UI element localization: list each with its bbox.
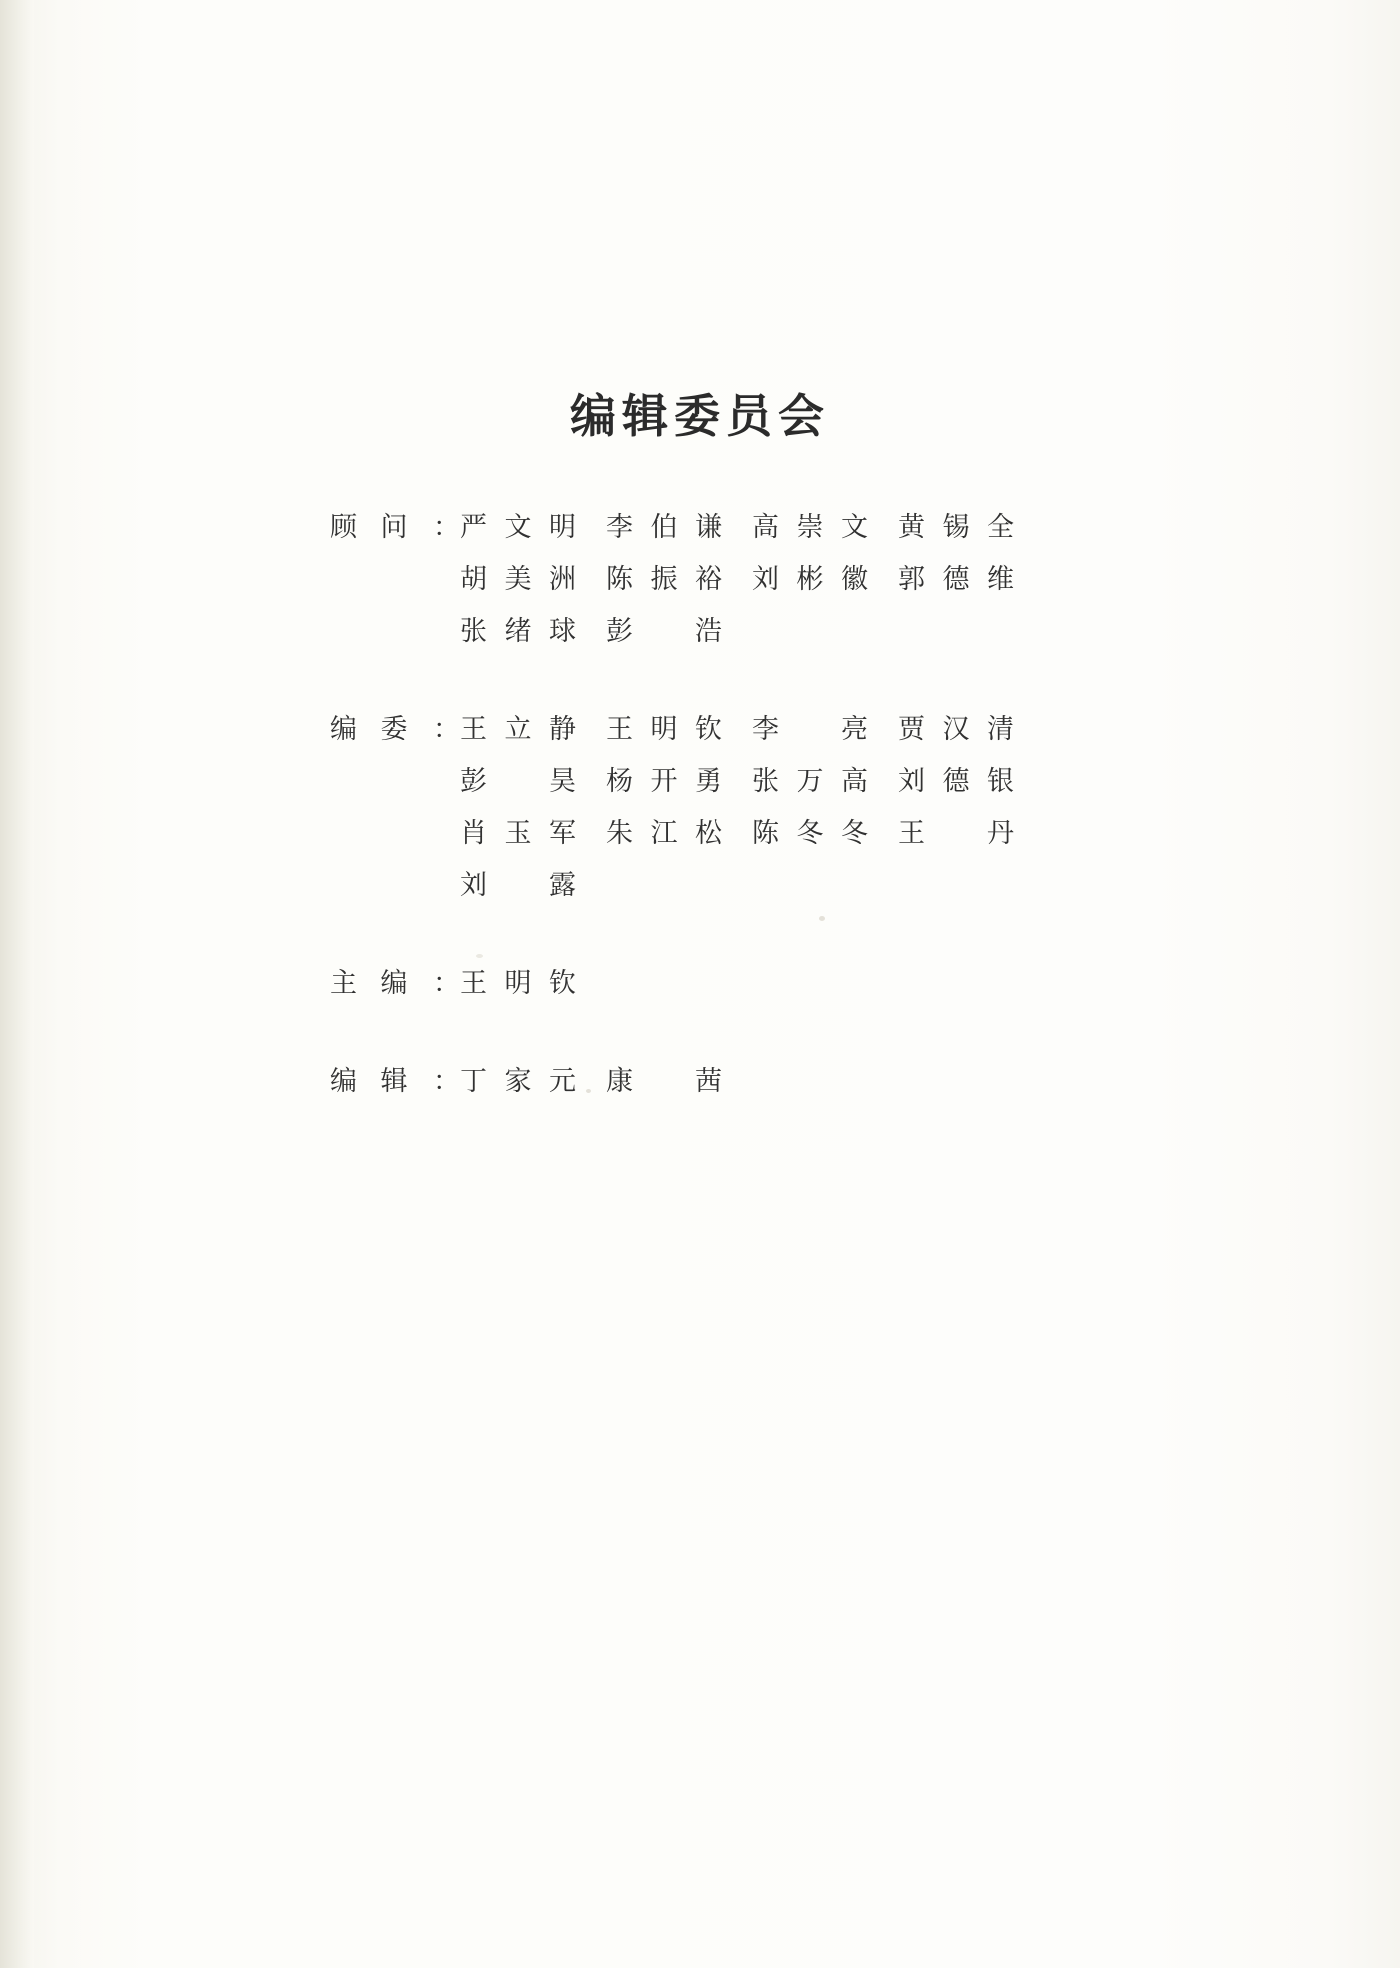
roster-row (330, 609, 1090, 661)
roster-name: 王 丹 (898, 818, 1014, 848)
roster-name-group (460, 1059, 752, 1098)
roster-name: 黄 锡 全 (898, 512, 1014, 542)
roster-name: 杨 开 勇 (606, 766, 722, 796)
roster-group (330, 961, 1090, 1013)
roster-name: 李 亮 (752, 714, 868, 744)
roster-name-group (460, 505, 1044, 544)
roster-name: 王 立 静 (460, 714, 576, 744)
roster-row (330, 961, 1090, 1013)
roster-name: 严 文 明 (460, 512, 576, 542)
roster-row (330, 707, 1090, 759)
roster-row (330, 557, 1090, 609)
roster-name: 高 崇 文 (752, 512, 868, 542)
roster-name-group (460, 759, 1044, 798)
roster-name-group (460, 609, 752, 648)
roster-name: 刘 彬 徽 (752, 564, 868, 594)
roster-name: 肖 玉 军 (460, 818, 576, 848)
roster-name: 贾 汉 清 (898, 714, 1014, 744)
editorial-board-roster (330, 505, 1090, 1157)
roster-name: 胡 美 洲 (460, 564, 576, 594)
roster-name: 丁 家 元 (460, 1066, 576, 1096)
roster-name-group (460, 557, 1044, 596)
roster-name-group (460, 811, 1044, 850)
roster-name: 李 伯 谦 (606, 512, 722, 542)
roster-role-label: 主 编 ： (330, 968, 460, 998)
roster-row (330, 863, 1090, 915)
roster-role-label: 顾 问 ： (330, 512, 460, 542)
roster-name-group (460, 707, 1044, 746)
roster-name-group (460, 961, 606, 1000)
roster-name: 张 万 高 (752, 766, 868, 796)
roster-name: 彭 昊 (460, 766, 576, 796)
roster-name-group (460, 863, 606, 902)
roster-role-label: 编 委 ： (330, 714, 460, 744)
roster-row (330, 811, 1090, 863)
roster-name: 彭 浩 (606, 616, 722, 646)
roster-row (330, 505, 1090, 557)
page-title: 编辑委员会 (570, 389, 830, 443)
roster-group (330, 505, 1090, 661)
roster-name: 朱 江 松 (606, 818, 722, 848)
roster-row (330, 759, 1090, 811)
roster-name: 王 明 钦 (606, 714, 722, 744)
roster-name: 王 明 钦 (460, 968, 576, 998)
roster-role-label: 编 辑 ： (330, 1066, 460, 1096)
roster-name: 张 绪 球 (460, 616, 576, 646)
roster-name: 陈 冬 冬 (752, 818, 868, 848)
roster-row (330, 1059, 1090, 1111)
roster-name: 刘 德 银 (898, 766, 1014, 796)
roster-group (330, 707, 1090, 915)
roster-group (330, 1059, 1090, 1111)
roster-name: 康 茜 (606, 1066, 722, 1096)
roster-name: 刘 露 (460, 870, 576, 900)
roster-name: 陈 振 裕 (606, 564, 722, 594)
roster-name: 郭 德 维 (898, 564, 1014, 594)
